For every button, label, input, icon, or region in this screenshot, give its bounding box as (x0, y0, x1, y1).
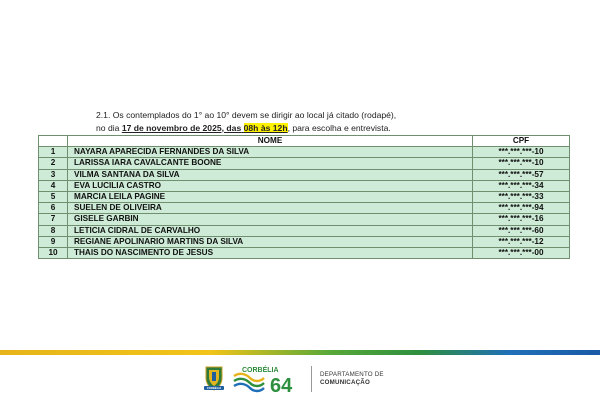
row-name: THAIS DO NASCIMENTO DE JESUS (68, 247, 473, 258)
row-name: REGIANE APOLINARIO MARTINS DA SILVA (68, 236, 473, 247)
row-name: VILMA SANTANA DA SILVA (68, 169, 473, 180)
table-row (39, 247, 570, 258)
row-name: LARISSA IARA CAVALCANTE BOONE (68, 158, 473, 169)
municipal-crest-icon (200, 364, 228, 392)
department-line-2: COMUNICAÇÃO (320, 378, 370, 386)
row-name: MARCIA LEILA PAGINE (68, 191, 473, 202)
crest-label: CORBÉLIA (206, 386, 222, 391)
row-number: 7 (39, 214, 68, 225)
footer (0, 360, 600, 400)
row-name: LETICIA CIDRAL DE CARVALHO (68, 225, 473, 236)
color-stripe-divider (0, 350, 600, 355)
row-number: 2 (39, 158, 68, 169)
row-cpf: ***.***.***-34 (473, 180, 570, 191)
row-name: EVA LUCILIA CASTRO (68, 180, 473, 191)
department-line-1: DEPARTAMENTO DE (320, 371, 384, 378)
anniversary-logo-icon (232, 362, 304, 396)
header-name: NOME (68, 136, 473, 147)
row-cpf: ***.***.***-00 (473, 247, 570, 258)
row-number: 6 (39, 203, 68, 214)
header-num (39, 136, 68, 147)
row-number: 5 (39, 191, 68, 202)
row-cpf: ***.***.***-33 (473, 191, 570, 202)
row-number: 9 (39, 236, 68, 247)
contemplated-table (38, 135, 570, 259)
row-number: 1 (39, 147, 68, 158)
anniversary-number: 64 (270, 375, 293, 396)
row-cpf: ***.***.***-60 (473, 225, 570, 236)
row-name: GISELE GARBIN (68, 214, 473, 225)
header-cpf: CPF (473, 136, 570, 147)
department-label (320, 371, 384, 386)
table-row (39, 214, 570, 225)
row-cpf: ***.***.***-94 (473, 203, 570, 214)
intro-paragraph (96, 109, 536, 134)
anniversary-brand: CORBÉLIA (242, 367, 279, 374)
table-row (39, 225, 570, 236)
intro-time: 08h às 12h (243, 122, 288, 133)
table-row (39, 147, 570, 158)
row-name: SUELEN DE OLIVEIRA (68, 203, 473, 214)
row-number: 10 (39, 247, 68, 258)
row-cpf: ***.***.***-10 (473, 158, 570, 169)
intro-line-1: 2.1. Os contemplados do 1° ao 10° devem se dirigir ao local já citado (rodapé), (96, 110, 397, 120)
row-cpf: ***.***.***-12 (473, 236, 570, 247)
intro-line-2-prefix: no dia (96, 122, 122, 133)
intro-date: 17 de novembro de 2025, das (121, 122, 242, 133)
table-row (39, 169, 570, 180)
table-row (39, 203, 570, 214)
table-row (39, 191, 570, 202)
footer-divider (311, 366, 312, 392)
row-cpf: ***.***.***-16 (473, 214, 570, 225)
row-name: NAYARA APARECIDA FERNANDES DA SILVA (68, 147, 473, 158)
row-number: 4 (39, 180, 68, 191)
intro-line-2-suffix: , para escolha e entrevista. (287, 122, 391, 133)
row-cpf: ***.***.***-57 (473, 169, 570, 180)
intro-line-2 (96, 122, 536, 135)
table-row (39, 236, 570, 247)
table-row (39, 180, 570, 191)
row-number: 3 (39, 169, 68, 180)
row-cpf: ***.***.***-10 (473, 147, 570, 158)
table-row (39, 158, 570, 169)
table-header-row (39, 136, 570, 147)
row-number: 8 (39, 225, 68, 236)
